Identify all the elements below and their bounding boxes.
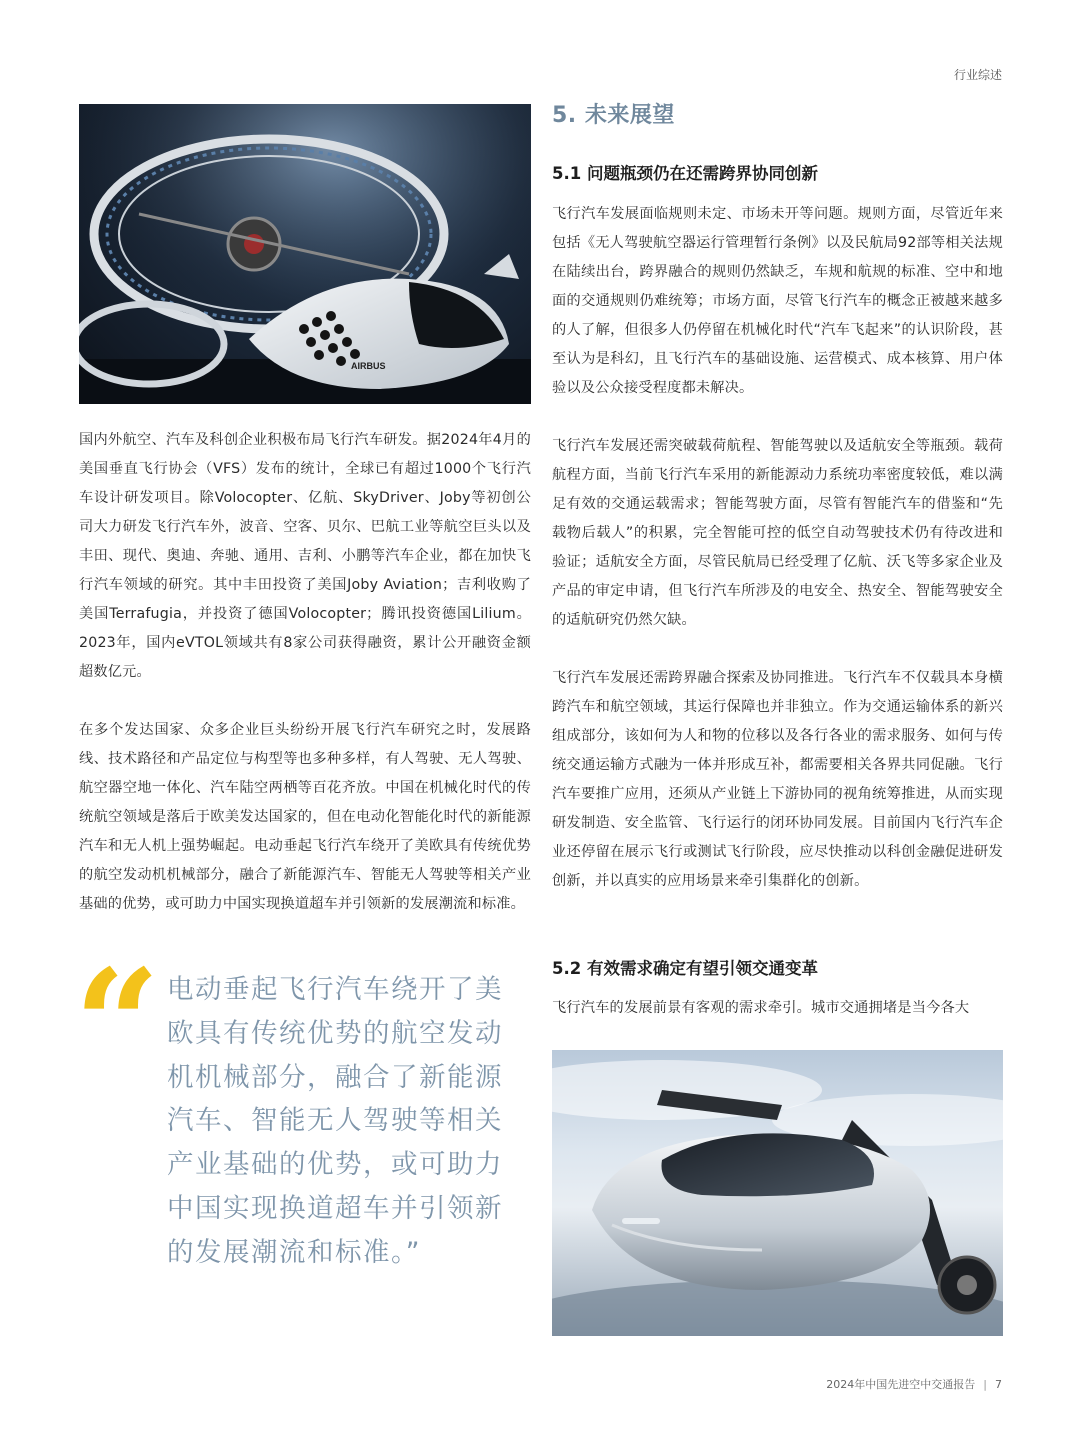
subheading-5-2-wrap xyxy=(552,955,1003,979)
paragraph-demand: 飞行汽车的发展前景有客观的需求牵引。城市交通拥堵是当今各大 xyxy=(552,1000,970,1016)
section-heading: 5. 未来展望 xyxy=(552,103,675,128)
drone-car-illustration xyxy=(79,104,531,404)
left-column-2 xyxy=(79,716,531,919)
right-block-1 xyxy=(552,200,1003,403)
right-block-4 xyxy=(552,994,1003,1023)
quote-mark-icon: “ xyxy=(74,937,161,1113)
page-number: 7 xyxy=(995,1378,1002,1391)
paragraph-development-routes: 在多个发达国家、众多企业巨头纷纷开展飞行汽车研究之时，发展路线、技术路径和产品定位与构型等也多种多样，有人驾驶、无人驾驶、航空器空地一体化、汽车陆空两栖等百花齐放。中国在机械化时代的传统航空领域是落后于欧美发达国家的，但在电动化智能化时代的新能源汽车和无人机上强势崛起。电动垂起飞行汽车绕开了美欧具有传统优势的航空发动机机械部分，融合了新能源汽车、智能无人驾驶等相关产业基础的优势，或可助力中国实现换道超车并引领新的发展潮流和标准。 xyxy=(79,722,531,912)
paragraph-industry-layout: 国内外航空、汽车及科创企业积极布局飞行汽车研发。据2024年4月的美国垂直飞行协会（VFS）发布的统计，全球已有超过1000个飞行汽车设计研发项目。除Volocopter、亿航、SkyDriver、Joby等初创公司大力研发飞行汽车外，波音、空客、贝尔、巴航工业等航空巨头以及丰田、现代、奥迪、奔驰、通用、吉利、小鹏等汽车企业，都在加快飞行汽车领域的研究。其中丰田投资了美国Joby Aviation；吉利收购了美国Terrafugia，并投资了德国Volocopter；腾讯投资德国Lilium。2023年，国内eVTOL领域共有8家公司获得融资，累计公开融资金额超数亿元。 xyxy=(79,432,531,680)
paragraph-cross-border: 飞行汽车发展还需跨界融合探索及协同推进。飞行汽车不仅载具本身横跨汽车和航空领域，其运行保障也并非独立。作为交通运输体系的新兴组成部分，该如何为人和物的位移以及各行各业的需求服务、如何与传统交通运输方式融为一体并形成互补，都需要相关各界共同促融。飞行汽车要推广应用，还须从产业链上下游协同的视角统筹推进，从而实现研发制造、安全监管、飞行运行的闭环协同发展。目前国内飞行汽车企业还停留在展示飞行或测试飞行阶段，应尽快推动以科创金融促进研发创新，并以真实的应用场景来牵引集群化的创新。 xyxy=(552,670,1003,889)
section-tag: 行业综述 xyxy=(953,68,1002,82)
pull-quote: 电动垂起飞行汽车绕开了美欧具有传统优势的航空发动机机械部分，融合了新能源汽车、智能无人驾驶等相关产业基础的优势，或可助力中国实现换道超车并引领新的发展潮流和标准。” xyxy=(167,974,503,1268)
page-footer xyxy=(826,1376,1002,1392)
flying-car-photo xyxy=(552,1050,1003,1336)
paragraph-bottlenecks: 飞行汽车发展还需突破载荷航程、智能驾驶以及适航安全等瓶颈。载荷航程方面，当前飞行汽车采用的新能源动力系统功率密度较低，难以满足有效的交通运载需求；智能驾驶方面，尽管有智能汽车的借鉴和“先载物后载人”的积累，完全智能可控的低空自动驾驶技术仍有待改进和验证；适航安全方面，尽管民航局已经受理了亿航、沃飞等多家企业及产品的审定申请，但飞行汽车所涉及的电安全、热安全、智能驾驶安全的适航研究仍然欠缺。 xyxy=(552,438,1003,628)
paragraph-rules-market: 飞行汽车发展面临规则未定、市场未开等问题。规则方面，尽管近年来包括《无人驾驶航空器运行管理暂行条例》以及民航局92部等相关法规在陆续出台，跨界融合的规则仍然缺乏，车规和航规的标准、空中和地面的交通规则仍难统筹；市场方面，尽管飞行汽车的概念正被越来越多的人了解，但很多人仍停留在机械化时代“汽车飞起来”的认识阶段，甚至认为是科幻，且飞行汽车的基础设施、运营模式、成本核算、用户体验以及公众接受程度都未解决。 xyxy=(552,206,1003,396)
subheading-5-2: 5.2 有效需求确定有望引领交通变革 xyxy=(552,959,818,978)
flying-car-illustration xyxy=(552,1050,1003,1336)
left-column xyxy=(79,426,531,687)
right-block-2 xyxy=(552,432,1003,635)
subheading-5-1-wrap xyxy=(552,160,1003,184)
footer-separator: | xyxy=(983,1378,987,1391)
airbus-drone-car-photo xyxy=(79,104,531,404)
report-title: 2024年中国先进空中交通报告 xyxy=(826,1378,976,1391)
right-block-3 xyxy=(552,664,1003,896)
airbus-logo: AIRBUS xyxy=(351,361,386,371)
subheading-5-1: 5.1 问题瓶颈仍在还需跨界协同创新 xyxy=(552,164,818,183)
